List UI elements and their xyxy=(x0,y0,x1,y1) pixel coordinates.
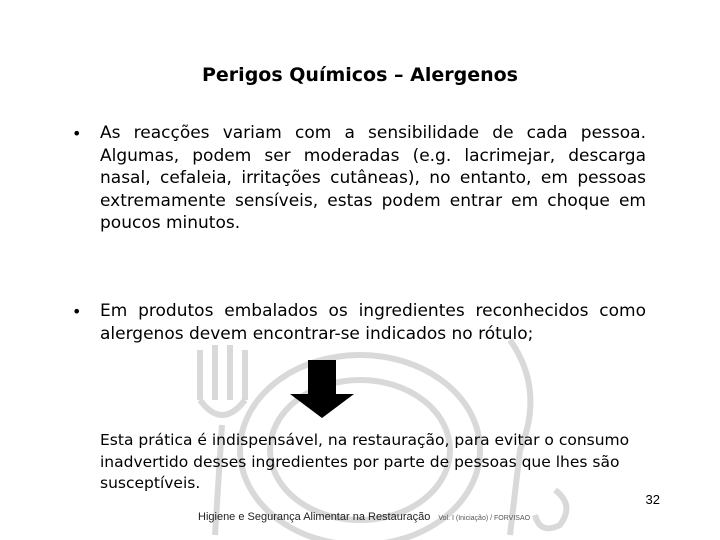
footer-text: Higiene e Segurança Alimentar na Restauração xyxy=(198,511,431,523)
page-number: 32 xyxy=(645,492,660,507)
bullet-text-2: Em produtos embalados os ingredientes reconhecidos como alergenos devem encontrar-se indicados no rótulo; xyxy=(100,301,646,344)
slide-title: Perigos Químicos – Alergenos xyxy=(202,64,518,86)
bullet-marker: • xyxy=(72,302,82,321)
footer xyxy=(198,511,530,523)
bullet-text-1: As reacções variam com a sensibilidade de cada pessoa. Algumas, podem ser moderadas (e.g. lacrimejar, descarga nasal, cefaleia, irritações cutâneas), no entanto, em pessoas extremamente sensíveis, estas podem entrar em choque em poucos minutos. xyxy=(100,123,646,233)
arrow-down-icon xyxy=(290,360,354,420)
bullet-marker: • xyxy=(72,124,82,143)
footer-small-text: Vol. I (Iniciação) / FORVISAO xyxy=(438,515,531,522)
note-text: Esta prática é indispensável, na restauração, para evitar o consumo inadvertido desses ingredientes por parte de pessoas que lhes são susceptíveis. xyxy=(100,431,630,492)
